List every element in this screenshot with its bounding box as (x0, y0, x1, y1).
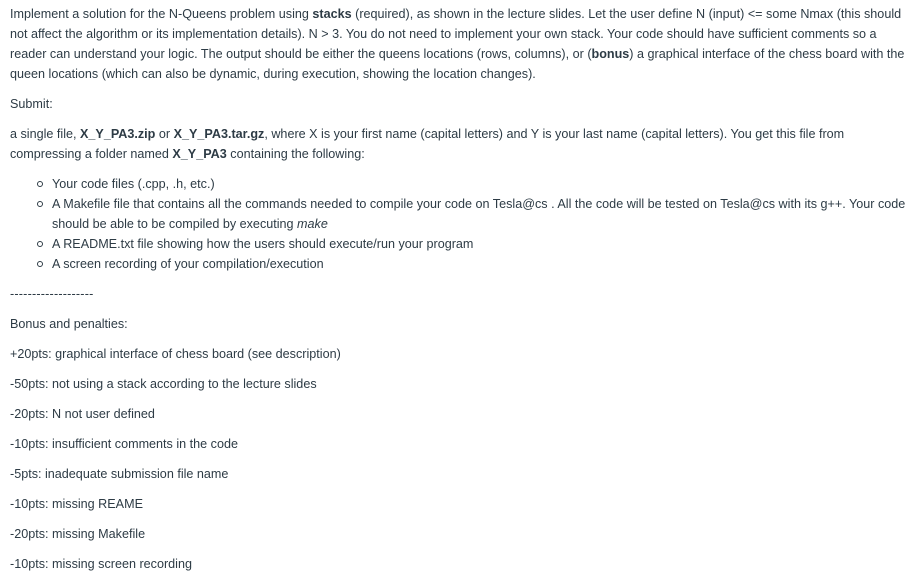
submit-paragraph (10, 124, 910, 164)
submit-bold-targz: X_Y_PA3.tar.gz (173, 127, 265, 141)
intro-paragraph (10, 4, 910, 84)
penalty-item: -20pts: missing Makefile (10, 527, 146, 541)
penalty-item: -5pts: inadequate submission file name (10, 467, 229, 481)
list-item (52, 254, 910, 274)
dashed-divider: ------------------- (10, 287, 94, 301)
penalty-item: -50pts: not using a stack according to the lecture slides (10, 377, 317, 391)
submit-label: Submit: (10, 97, 53, 111)
bullet-icon (37, 201, 43, 207)
submit-text-2: or (155, 127, 174, 141)
list-item-text: A Makefile file that contains all the commands needed to compile your code on Tesla@cs . All the code will be tested on Tesla@cs with its g++. Your code should be able to be compiled by executing (52, 197, 906, 231)
intro-text-1: Implement a solution for the N-Queens problem using (10, 7, 313, 21)
submit-bold-zip: X_Y_PA3.zip (80, 127, 156, 141)
submit-bold-folder: X_Y_PA3 (172, 147, 227, 161)
list-item-italic-make: make (297, 217, 328, 231)
intro-bold-bonus: bonus (591, 47, 630, 61)
bullet-icon (37, 181, 43, 187)
bonus-heading: Bonus and penalties: (10, 317, 128, 331)
assignment-content (10, 4, 910, 584)
list-item (52, 234, 910, 254)
bullet-icon (37, 261, 43, 267)
submit-text-1: a single file, (10, 127, 81, 141)
submit-text-3: , where X is your first name (capital letters) and Y is your last name (capital letters). You get this file from compressing a folder named (10, 127, 845, 161)
submit-text-4: containing the following: (226, 147, 365, 161)
penalty-item: +20pts: graphical interface of chess board (see description) (10, 347, 341, 361)
list-item-text: Your code files (.cpp, .h, etc.) (52, 177, 215, 191)
list-item (52, 174, 910, 194)
penalty-item: -20pts: N not user defined (10, 407, 155, 421)
penalty-item: -10pts: missing screen recording (10, 557, 192, 571)
requirements-list (10, 174, 910, 274)
intro-bold-stacks: stacks (312, 7, 352, 21)
bullet-icon (37, 241, 43, 247)
list-item-text: A screen recording of your compilation/execution (52, 257, 324, 271)
penalty-item: -10pts: insufficient comments in the code (10, 437, 238, 451)
penalty-item: -10pts: missing REAME (10, 497, 143, 511)
list-item (52, 194, 910, 234)
intro-text-3: ) a graphical interface of the chess board with the queen locations (which can also be dynamic, during execution, showing the location changes). (10, 47, 905, 81)
intro-text-2: (required), as shown in the lecture slides. Let the user define N (input) <= some Nmax (this should not affect the algorithm or its implementation details). N > 3. You do not need to implement your own stack. Your code should have sufficient comments so a reader can understand your logic. The output should be either the queens locations (rows, columns), or ( (10, 7, 902, 61)
list-item-text: A README.txt file showing how the users should execute/run your program (52, 237, 474, 251)
